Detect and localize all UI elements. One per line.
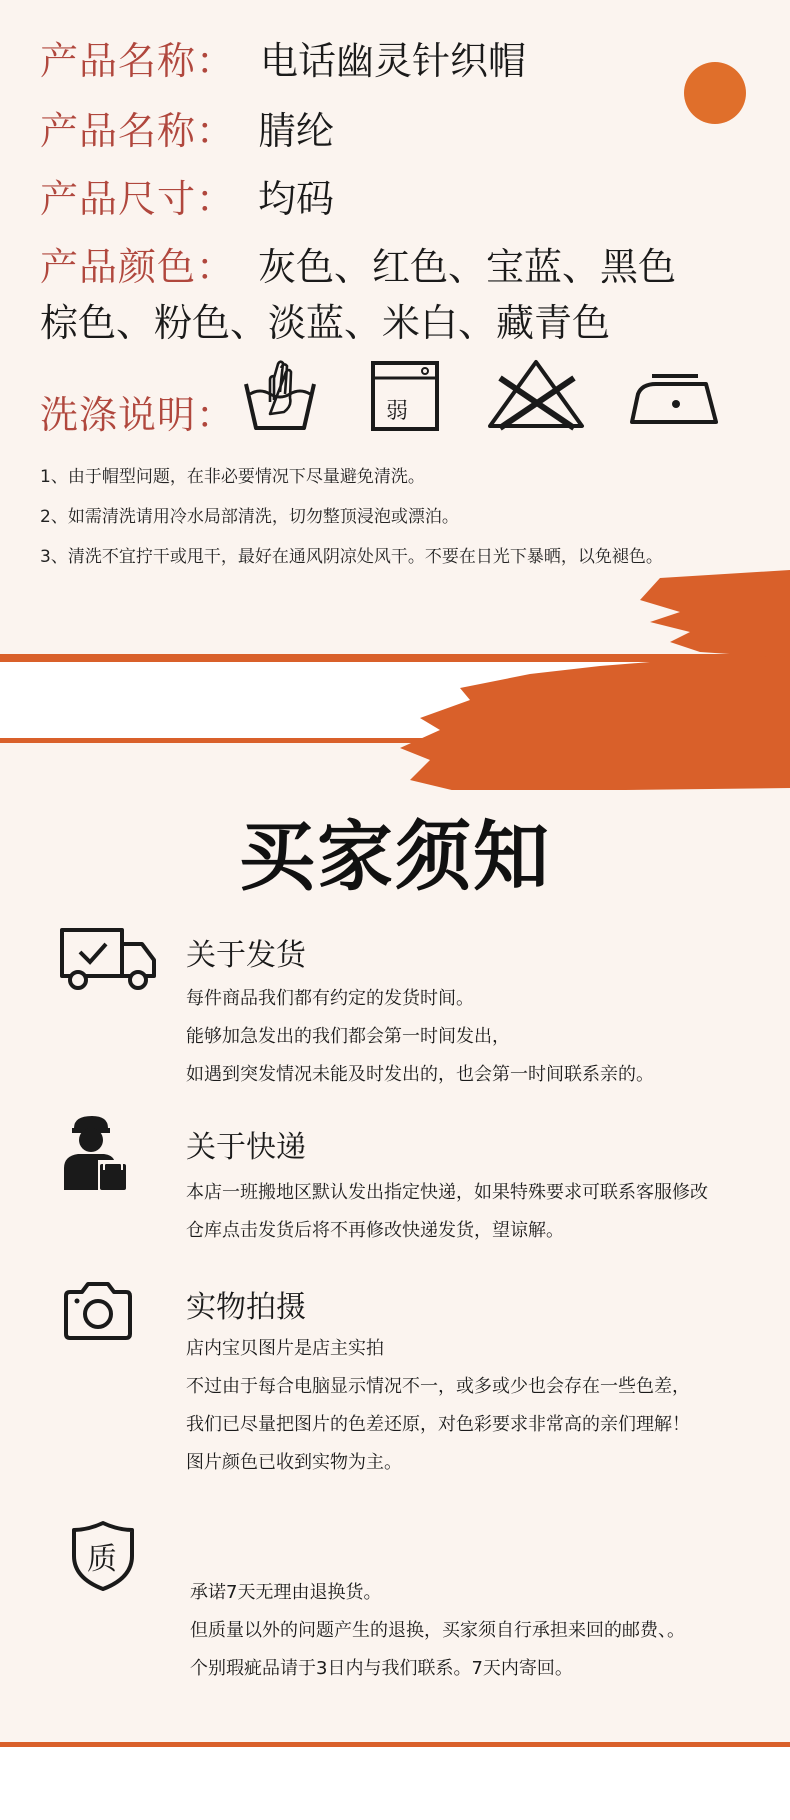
washing-note-3: 3、清洗不宜拧干或甩干，最好在通风阴凉处风干。不要在日光下暴晒，以免褪色。 bbox=[40, 547, 663, 567]
product-name-value: 电话幽灵针织帽 bbox=[260, 39, 527, 83]
quality-line-1: 承诺7天无理由退换货。 bbox=[190, 1582, 382, 1603]
product-color-label: 产品颜色： bbox=[40, 245, 236, 289]
product-color-value-line2: 棕色、粉色、淡蓝、米白、藏青色 bbox=[40, 301, 611, 345]
quality-line-2: 但质量以外的问题产生的退换，买家须自行承担来回的邮费、。 bbox=[190, 1620, 685, 1641]
product-material-value: 腈纶 bbox=[258, 109, 335, 153]
photo-line-3: 我们已尽量把图片的色差还原，对色彩要求非常高的亲们理解！ bbox=[186, 1414, 690, 1435]
iron-icon bbox=[628, 364, 722, 430]
photo-title: 实物拍摄 bbox=[186, 1290, 306, 1325]
camera-icon bbox=[62, 1282, 134, 1344]
courier-line-1: 本店一班搬地区默认发出指定快递，如果特殊要求可联系客服修改 bbox=[186, 1182, 708, 1203]
product-color-value-line1: 灰色、红色、宝蓝、黑色 bbox=[258, 245, 677, 289]
product-material-label: 产品名称： bbox=[40, 109, 236, 153]
do-not-bleach-icon bbox=[484, 356, 588, 436]
delivery-line-1: 每件商品我们都有约定的发货时间。 bbox=[186, 988, 474, 1009]
hand-wash-icon bbox=[240, 356, 320, 436]
delivery-truck-icon bbox=[58, 926, 158, 996]
product-size-value: 均码 bbox=[258, 177, 335, 221]
courier-line-2: 仓库点击发货后将不再修改快递发货，望谅解。 bbox=[186, 1220, 564, 1241]
orange-dot bbox=[684, 62, 746, 124]
weak-wash-label: 弱 bbox=[386, 399, 409, 424]
washing-label: 洗涤说明： bbox=[40, 393, 236, 437]
photo-line-4: 图片颜色已收到实物为主。 bbox=[186, 1452, 402, 1473]
footer-white-band bbox=[0, 1747, 790, 1820]
product-name-label: 产品名称： bbox=[40, 39, 236, 83]
notice-title: 买家须知 bbox=[239, 812, 551, 901]
delivery-title: 关于发货 bbox=[186, 938, 306, 973]
delivery-line-2: 能够加急发出的我们都会第一时间发出， bbox=[186, 1026, 510, 1047]
washing-note-2: 2、如需清洗请用冷水局部清洗，切勿整顶浸泡或漂泊。 bbox=[40, 507, 459, 527]
product-size-label: 产品尺寸： bbox=[40, 177, 236, 221]
courier-title: 关于快递 bbox=[186, 1130, 306, 1165]
photo-line-1: 店内宝贝图片是店主实拍 bbox=[186, 1338, 384, 1359]
photo-line-2: 不过由于每合电脑显示情况不一，或多或少也会存在一些色差， bbox=[186, 1376, 690, 1397]
brush-stroke-decoration bbox=[400, 570, 790, 794]
quality-badge-text: 质 bbox=[87, 1542, 117, 1577]
delivery-line-3: 如遇到突发情况未能及时发出的，也会第一时间联系亲的。 bbox=[186, 1064, 654, 1085]
quality-line-3: 个别瑕疵品请于3日内与我们联系。7天内寄回。 bbox=[190, 1658, 573, 1679]
courier-icon bbox=[62, 1114, 128, 1194]
washing-note-1: 1、由于帽型问题，在非必要情况下尽量避免清洗。 bbox=[40, 467, 425, 487]
